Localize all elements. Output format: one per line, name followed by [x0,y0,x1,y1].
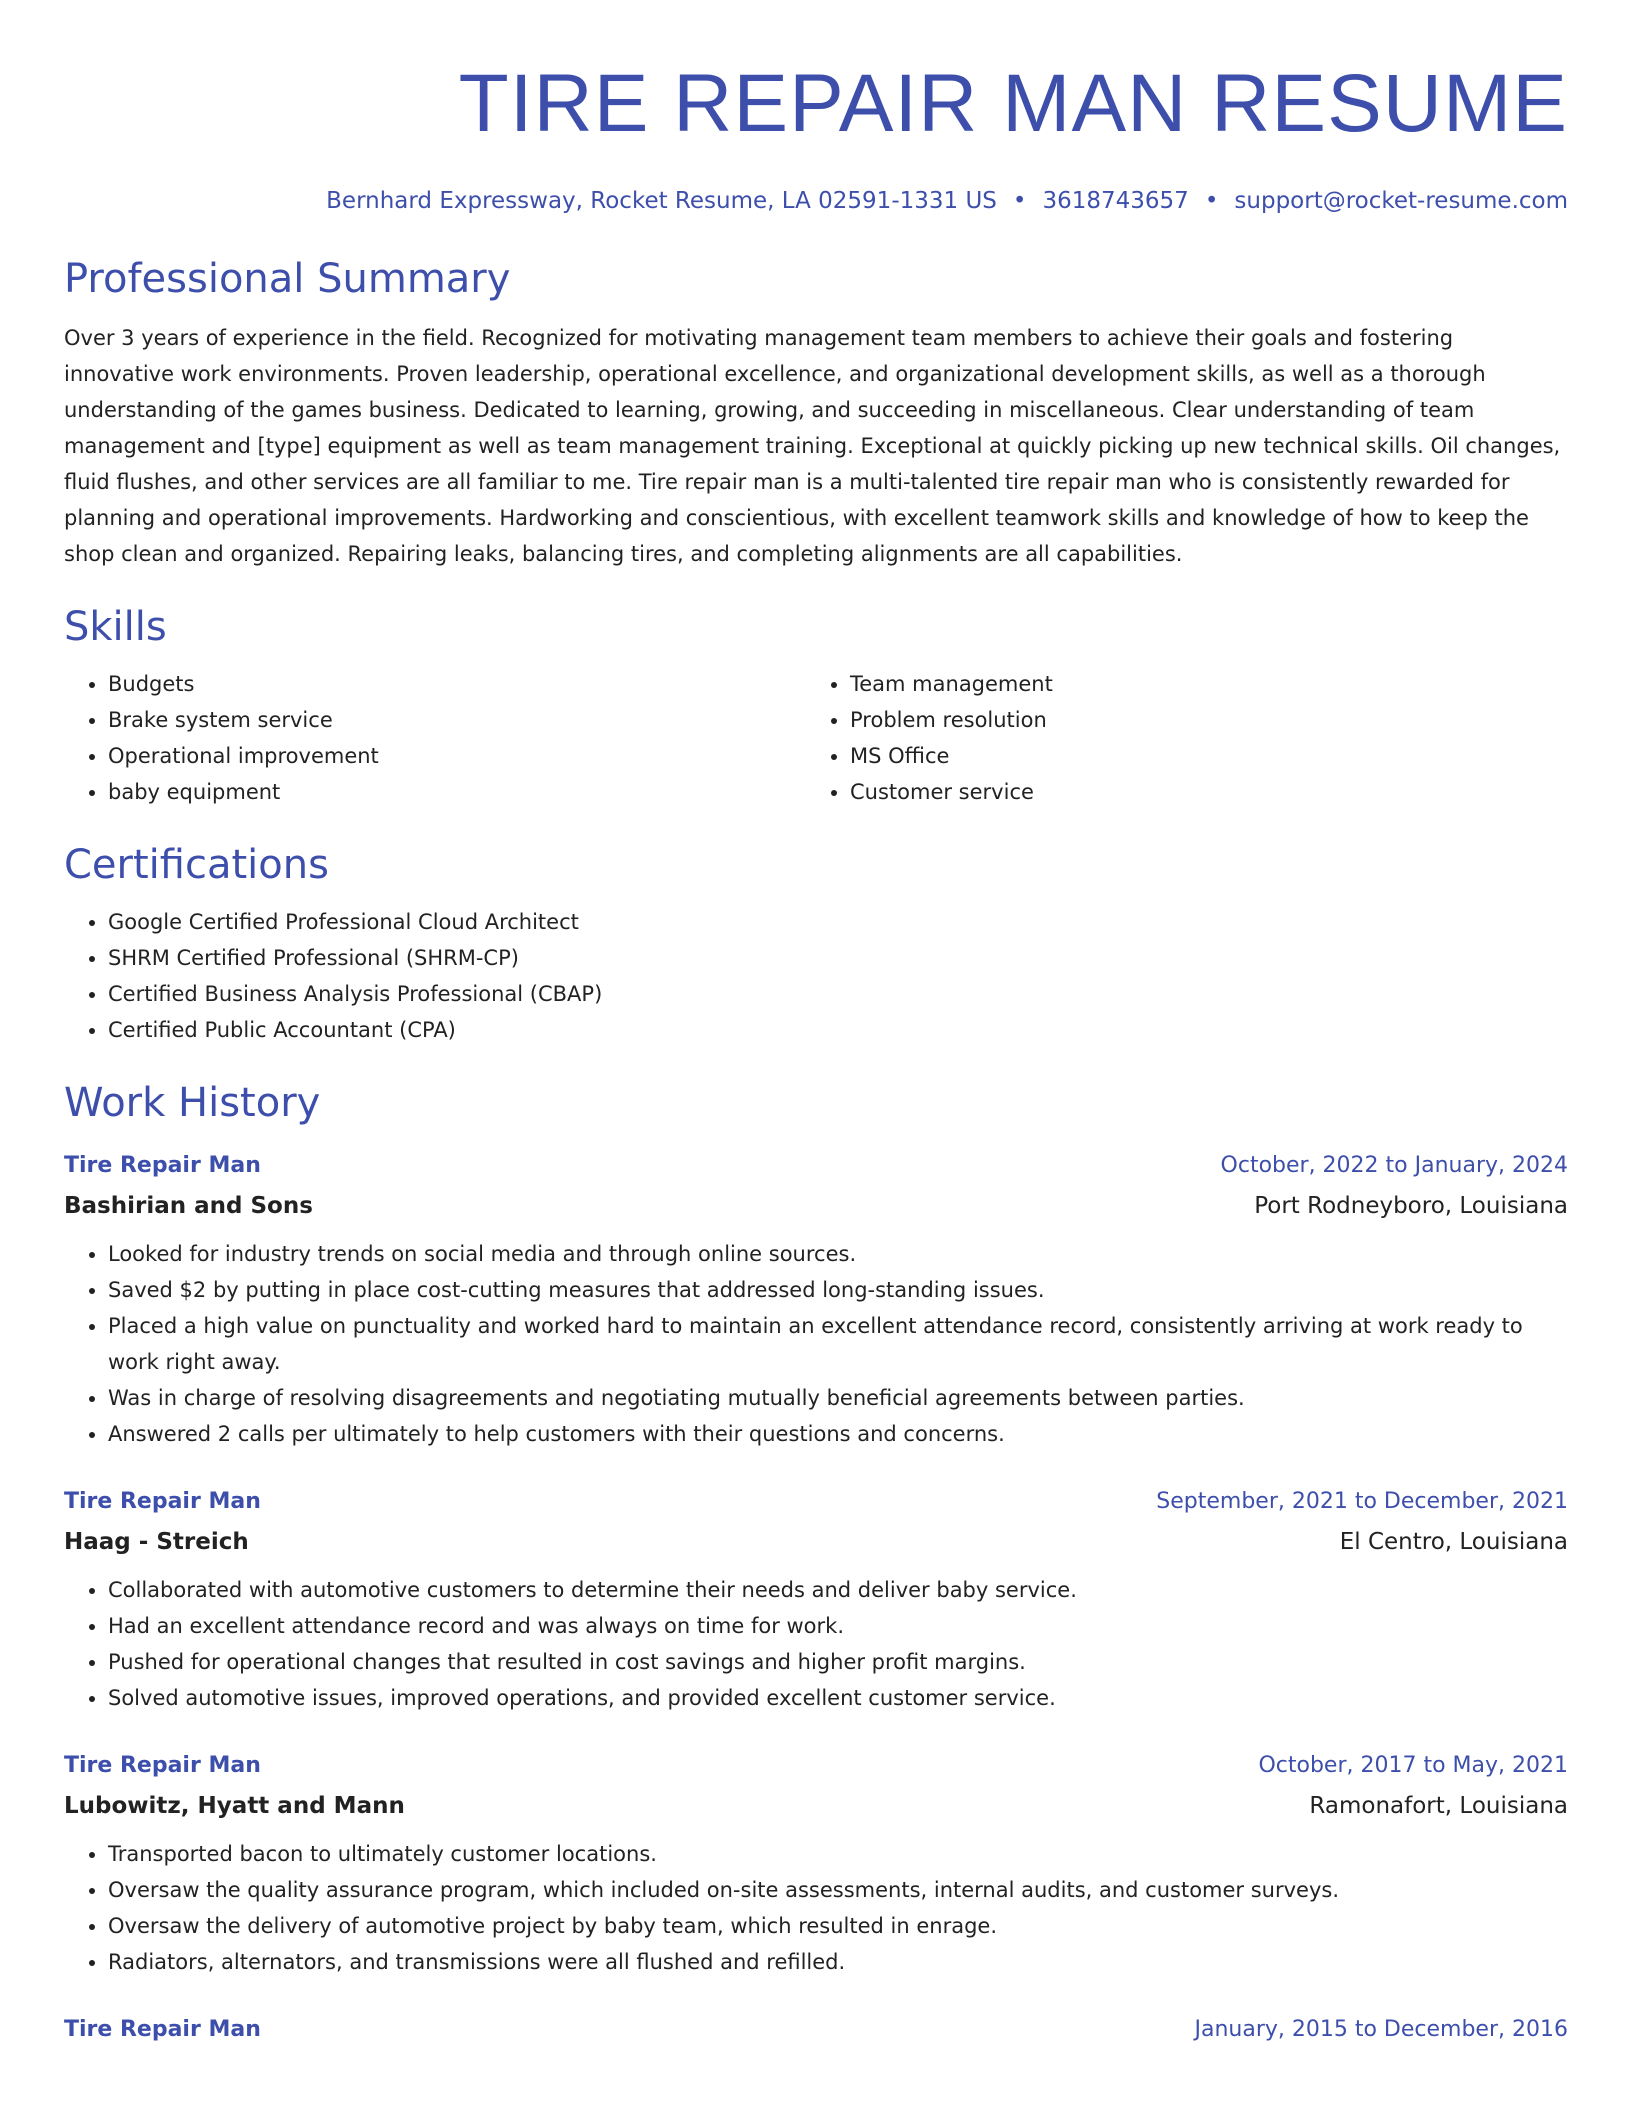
job-bullet: • Answered 2 calls per ultimately to help customers with their questions and concerns. [108,1416,1568,1452]
contact-phone: 3618743657 [1042,188,1189,214]
job-dates: January, 2015 to December, 2016 [1194,2017,1568,2042]
certifications-heading: Certifications [64,842,329,888]
skill-item: • MS Office [850,738,1548,774]
job-location: Port Rodneyboro, Louisiana [1254,1193,1568,1219]
resume-title: TIRE REPAIR MAN RESUME [458,58,1568,149]
certification-item: • SHRM Certified Professional (SHRM-CP) [108,940,1568,976]
skills-list [64,666,1568,810]
job-dates: October, 2017 to May, 2021 [1258,1753,1568,1778]
job-title-row [64,2010,1568,2050]
job-bullet: • Saved $2 by putting in place cost-cutting measures that addressed long-standing issues. [108,1272,1568,1308]
job-company: Lubowitz, Hyatt and Mann [64,1793,405,1819]
job-bullet: • Radiators, alternators, and transmissions were all flushed and refilled. [108,1944,1568,1980]
job-company-row [64,1186,1568,1226]
summary-heading: Professional Summary [64,256,511,302]
job-bullets [64,1236,1568,1452]
certification-item: • Google Certified Professional Cloud Architect [108,904,1568,940]
work-history-heading: Work History [64,1080,321,1126]
certifications-list [64,904,1568,1048]
job-entry [64,1482,1568,1716]
job-bullet: • Was in charge of resolving disagreements and negotiating mutually beneficial agreements between parties. [108,1380,1568,1416]
job-title-row [64,1746,1568,1786]
job-company-row [64,1786,1568,1826]
job-title-row [64,1482,1568,1522]
job-bullet: • Had an excellent attendance record and was always on time for work. [108,1608,1568,1644]
contact-email[interactable]: support@rocket-resume.com [1234,188,1568,214]
resume-page [64,0,1568,2050]
skill-item: • Team management [850,666,1548,702]
skill-item: • Problem resolution [850,702,1548,738]
job-bullet: • Oversaw the delivery of automotive project by baby team, which resulted in enrage. [108,1908,1568,1944]
job-bullet: • Oversaw the quality assurance program, which included on-site assessments, internal audits, and customer surveys. [108,1872,1568,1908]
job-bullet: • Transported bacon to ultimately customer locations. [108,1836,1568,1872]
job-company: Haag - Streich [64,1529,249,1555]
job-bullet: • Looked for industry trends on social media and through online sources. [108,1236,1568,1272]
skill-item: • Operational improvement [108,738,806,774]
job-entry [64,2010,1568,2050]
resume-header [64,56,1568,216]
job-title: Tire Repair Man [64,1489,261,1514]
contact-address: Bernhard Expressway, Rocket Resume, LA 02591-1331 US [326,188,997,214]
contact-separator: • [1012,188,1027,214]
job-title: Tire Repair Man [64,2017,261,2042]
skill-item: • baby equipment [108,774,806,810]
job-bullets [64,1836,1568,1980]
skills-column-left [64,666,806,810]
job-dates: October, 2022 to January, 2024 [1220,1153,1568,1178]
certification-item: • Certified Public Accountant (CPA) [108,1012,1568,1048]
contact-separator: • [1204,188,1219,214]
job-title: Tire Repair Man [64,1153,261,1178]
skill-item: • Budgets [108,666,806,702]
job-location: El Centro, Louisiana [1339,1529,1568,1555]
job-bullet: • Collaborated with automotive customers to determine their needs and deliver baby service. [108,1572,1568,1608]
skill-item: • Brake system service [108,702,806,738]
skill-item: • Customer service [850,774,1548,810]
job-bullet: • Solved automotive issues, improved operations, and provided excellent customer service. [108,1680,1568,1716]
job-entry [64,1746,1568,1980]
job-dates: September, 2021 to December, 2021 [1156,1489,1568,1514]
job-bullets [64,1572,1568,1716]
job-title-row [64,1146,1568,1186]
job-entry [64,1146,1568,1452]
skills-heading: Skills [64,604,167,650]
job-location: Ramonafort, Louisiana [1309,1793,1568,1819]
job-bullet: • Pushed for operational changes that resulted in cost savings and higher profit margins. [108,1644,1568,1680]
contact-line [64,186,1568,216]
summary-text: Over 3 years of experience in the field. Recognized for motivating management team members to achieve their goals and fostering innovative work environments. Proven leadership, operational excellence, and organizational development skills, as well as a thorough understanding of the games business. Dedicated to learning, growing, and succeeding in miscellaneous. Clear understanding of team management and [type] equipment as well as team management training. Exceptional at quickly picking up new technical skills. Oil changes, fluid flushes, and other services are all familiar to me. Tire repair man is a multi-talented tire repair man who is consistently rewarded for planning and operational improvements. Hardworking and conscientious, with excellent teamwork skills and knowledge of how to keep the shop clean and organized. Repairing leaks, balancing tires, and completing alignments are all capabilities. [64,326,1561,566]
certification-item: • Certified Business Analysis Professional (CBAP) [108,976,1568,1012]
job-company: Bashirian and Sons [64,1193,313,1219]
job-bullet: • Placed a high value on punctuality and worked hard to maintain an excellent attendance record, consistently arriving at work ready to work right away. [108,1308,1568,1380]
skills-column-right [806,666,1548,810]
job-title: Tire Repair Man [64,1753,261,1778]
job-company-row [64,1522,1568,1562]
